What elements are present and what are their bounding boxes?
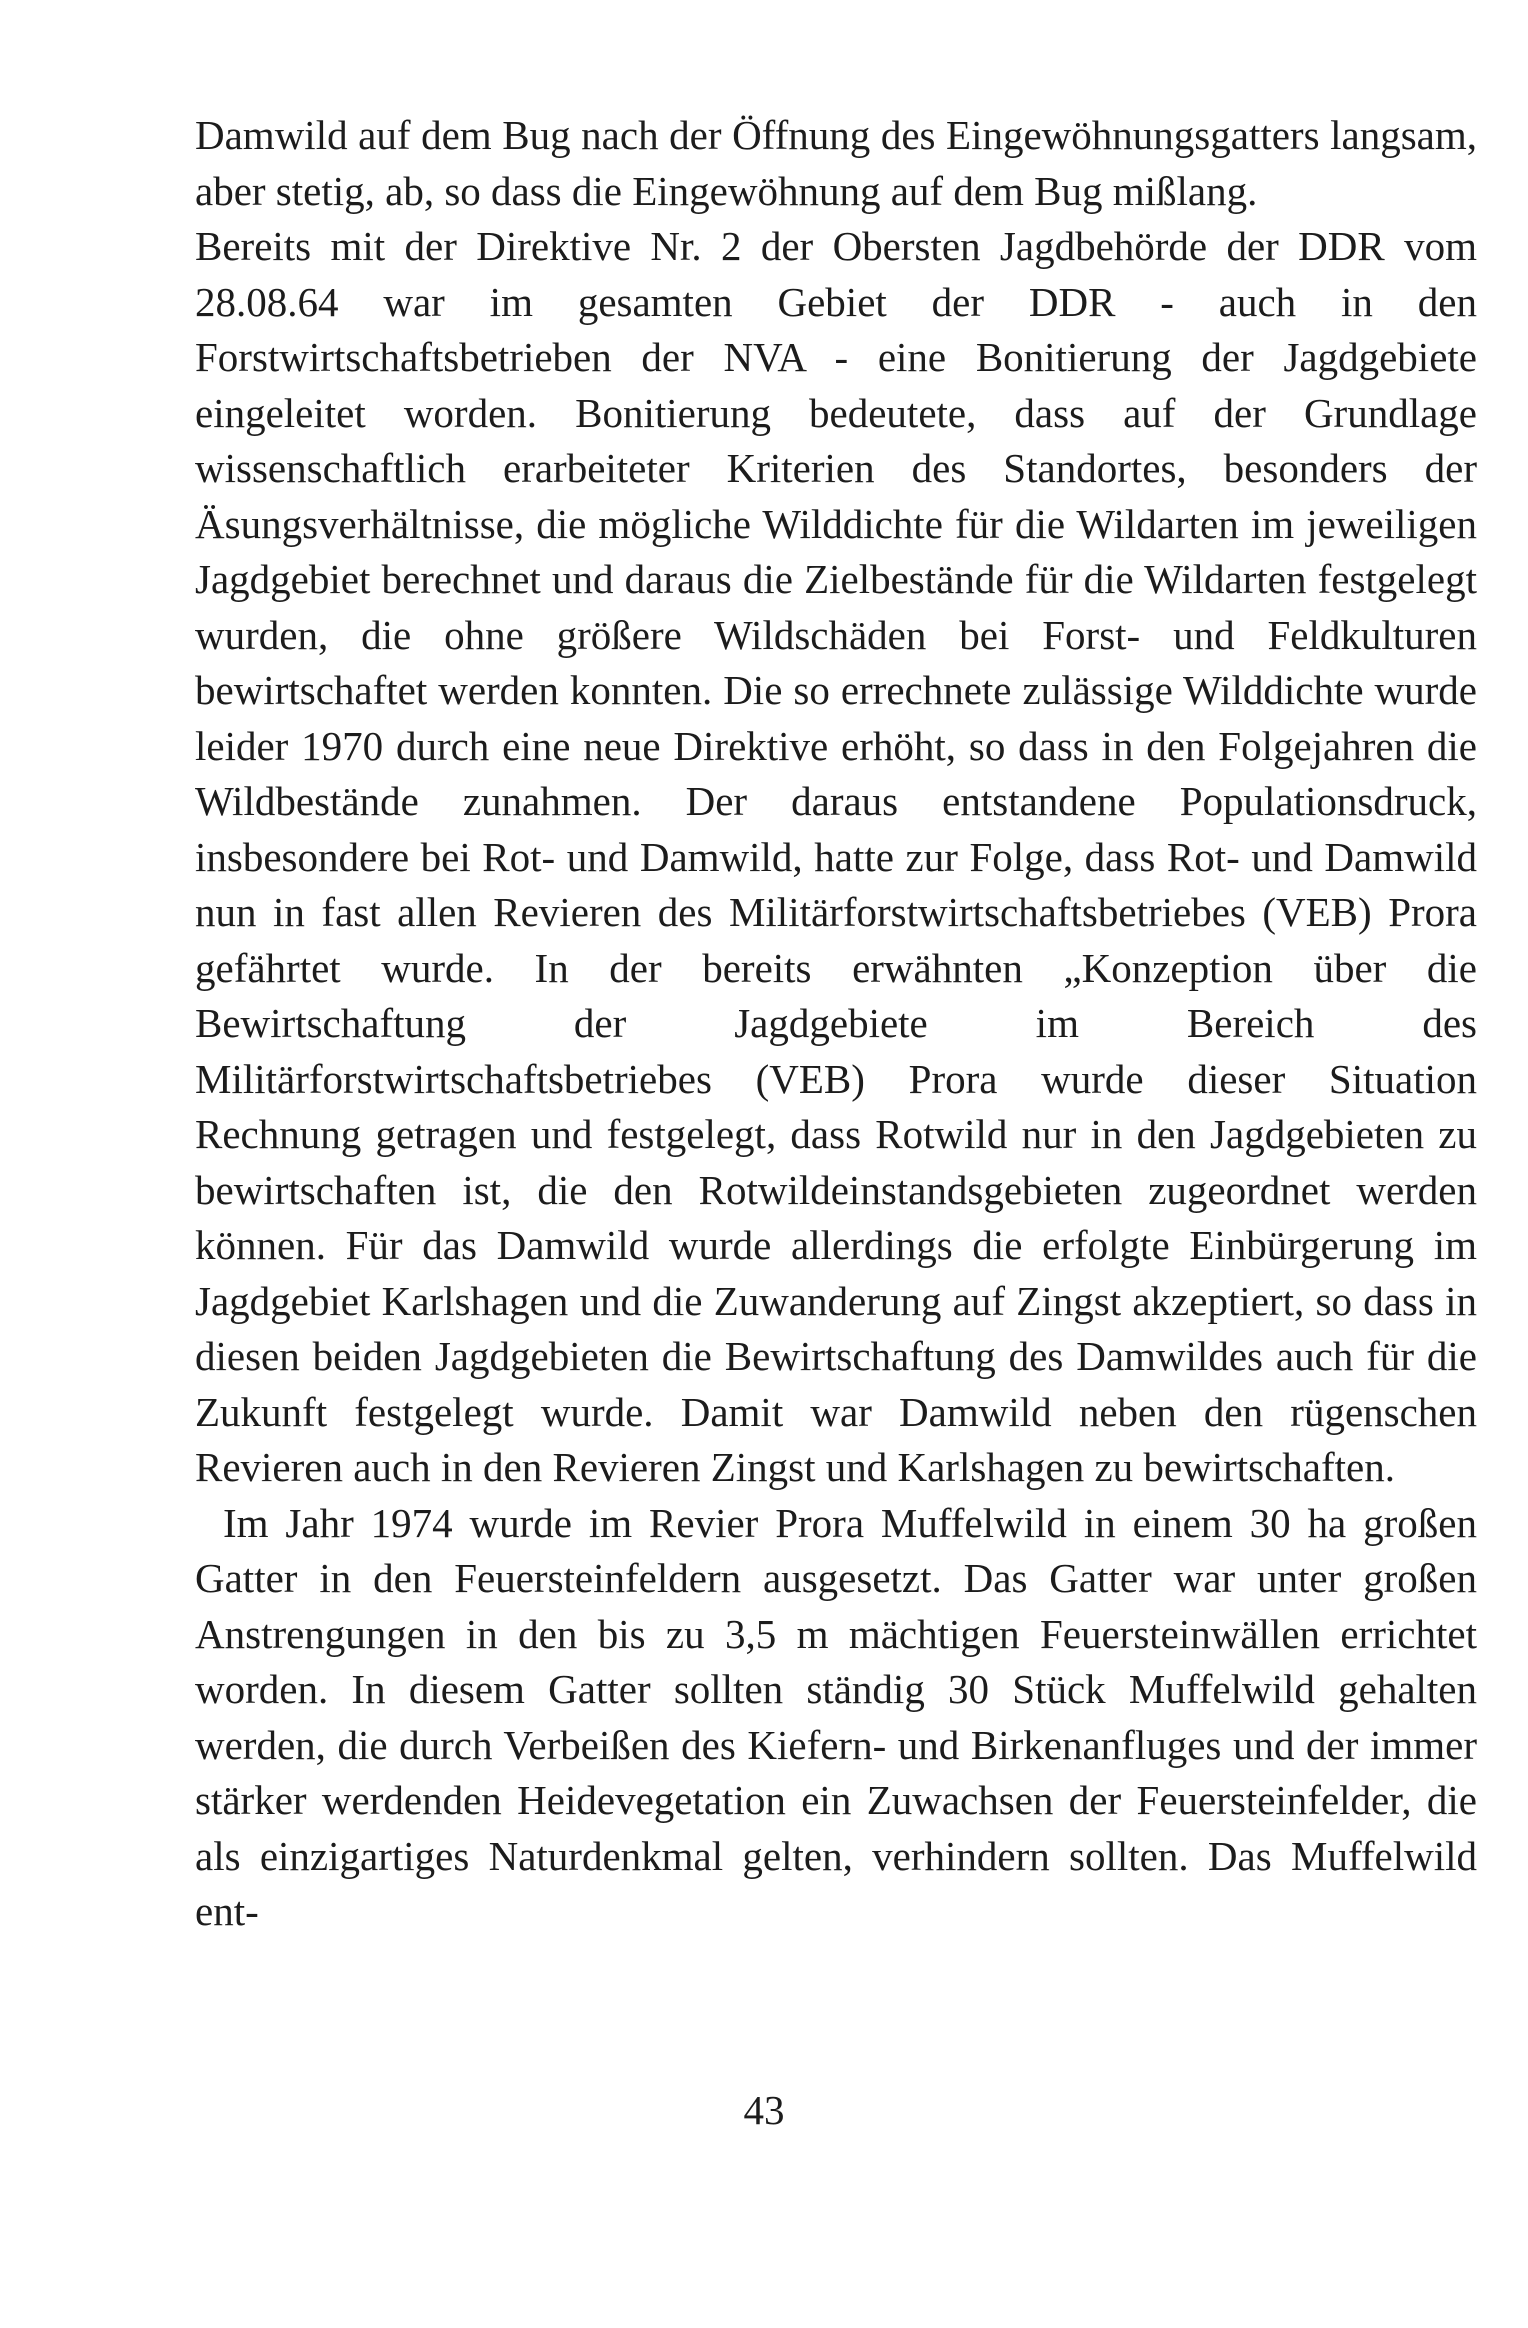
document-page xyxy=(195,108,1477,1940)
paragraph-muffelwild: Im Jahr 1974 wurde im Revier Prora Muffelwild in einem 30 ha großen Gatter in den Feuersteinfeldern ausgesetzt. Das Gatter war unter großen Anstrengungen in den bis zu 3,5 m mächtigen Feuersteinwällen errichtet worden. In diesem Gatter sollten ständig 30 Stück Muffelwild gehalten werden, die durch Verbeißen des Kiefern- und Birkenanfluges und der immer stärker werdenden Heidevegetation ein Zuwachsen der Feuersteinfelder, die als einzigartiges Naturdenkmal gelten, verhindern sollten. Das Muffelwild ent- xyxy=(195,1499,1477,1934)
page-number: 43 xyxy=(743,2087,785,2133)
paragraph-bonitierung: Bereits mit der Direktive Nr. 2 der Obersten Jagdbehörde der DDR vom 28.08.64 war im gesamten Gebiet der DDR - auch in den Forstwirtschaftsbetrieben der NVA - eine Bonitierung der Jagdgebiete eingeleitet worden. Bonitierung bedeutete, dass auf der Grundlage wissenschaftlich erarbeiteter Kriterien des Standortes, besonders der Äsungsverhältnisse, die mögliche Wilddichte für die Wildarten im jeweiligen Jagdgebiet berechnet und daraus die Zielbestände für die Wildarten festgelegt wurden, die ohne größere Wildschäden bei Forst- und Feldkulturen bewirtschaftet werden konnten. Die so errechnete zulässige Wilddichte wurde leider 1970 durch eine neue Direktive erhöht, so dass in den Folgejahren die Wildbestände zunahmen. Der daraus entstandene Populationsdruck, insbesondere bei Rot- und Damwild, hatte zur Folge, dass Rot- und Damwild nun in fast allen Revieren des Militärforstwirtschaftsbetriebes (VEB) Prora gefährtet wurde. In der bereits erwähnten „Konzeption über die Bewirtschaftung der Jagdgebiete im Bereich des Militärforstwirtschaftsbetriebes (VEB) Prora wurde dieser Situation Rechnung getragen und festgelegt, dass Rotwild nur in den Jagdgebieten zu bewirtschaften ist, die den Rotwildeinstandsgebieten zugeordnet werden können. Für das Damwild wurde allerdings die erfolgte Einbürgerung im Jagdgebiet Karlshagen und die Zuwanderung auf Zingst akzeptiert, so dass in diesen beiden Jagdgebieten die Bewirtschaftung des Damwildes auch für die Zukunft festgelegt wurde. Damit war Damwild neben den rügenschen Revieren auch in den Revieren Zingst und Karlshagen zu bewirtschaften. xyxy=(195,223,1477,1490)
paragraph-continuation: Damwild auf dem Bug nach der Öffnung des Eingewöhnungsgatters langsam, aber stetig, ab, so dass die Eingewöhnung auf dem Bug mißlang. xyxy=(195,112,1477,214)
